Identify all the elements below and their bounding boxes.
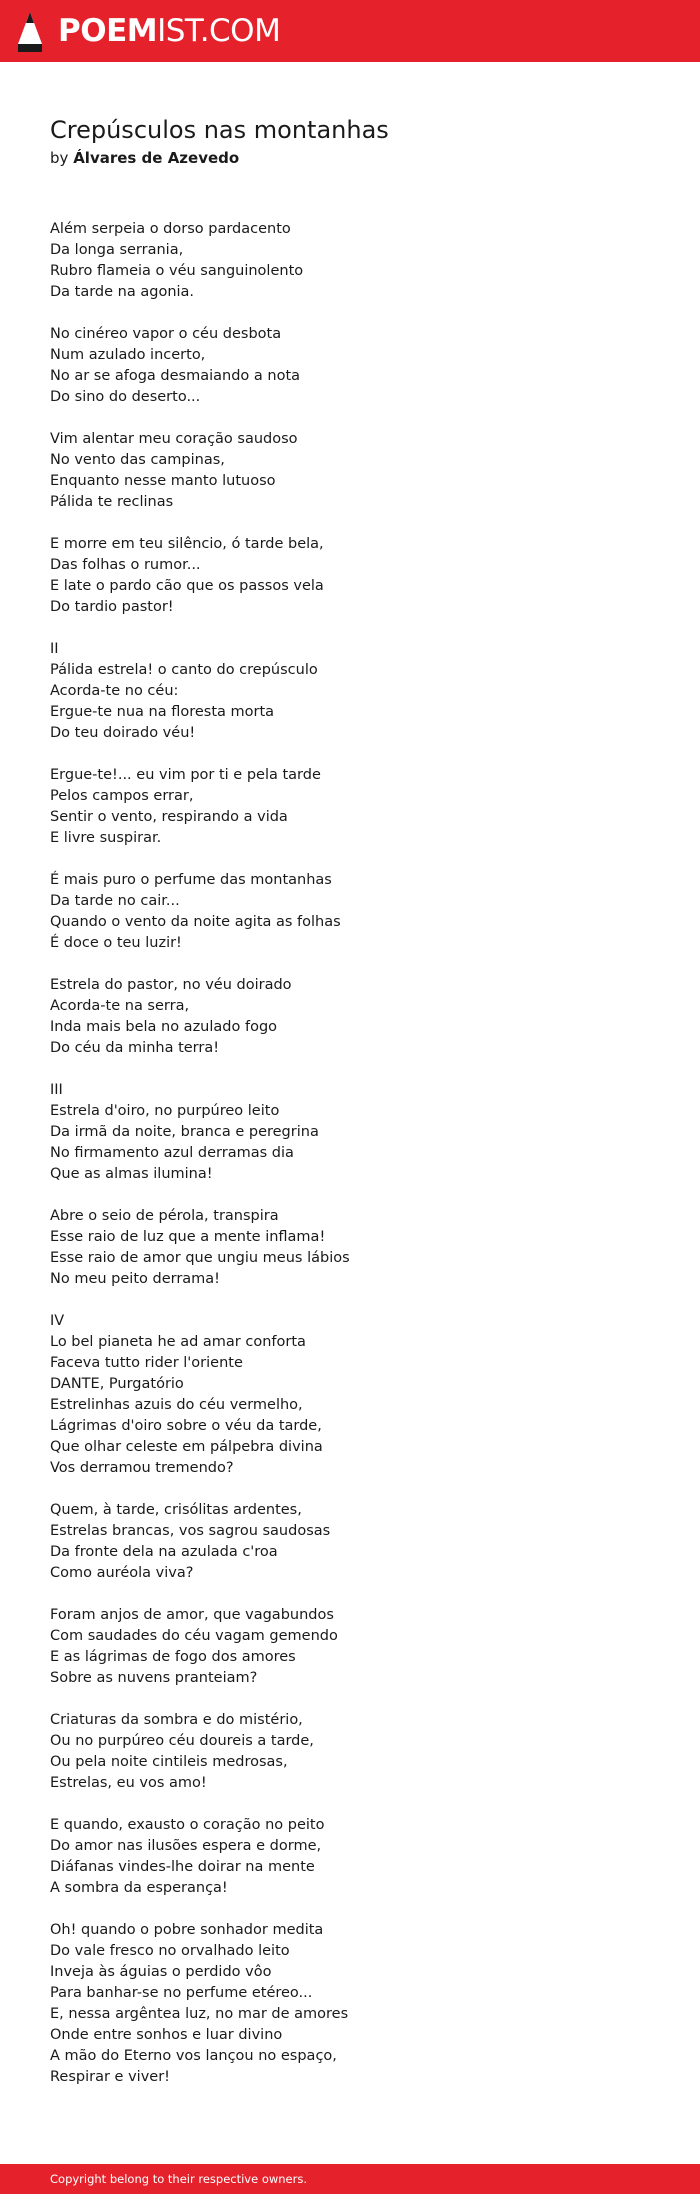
poem-line: Esse raio de luz que a mente inflama!: [50, 1229, 326, 1245]
poem-title: Crepúsculos nas montanhas: [50, 116, 389, 144]
poem-line: Diáfanas vindes-lhe doirar na mente: [50, 1859, 315, 1875]
poem-line: Lágrimas d'oiro sobre o véu da tarde,: [50, 1418, 322, 1434]
poem-line: Oh! quando o pobre sonhador medita: [50, 1922, 324, 1938]
poem-line: No ar se afoga desmaiando a nota: [50, 368, 301, 384]
poem-stanza: [50, 1500, 650, 1584]
poem-line: Rubro flameia o véu sanguinolento: [50, 263, 304, 279]
poem-line: Estrela d'oiro, no purpúreo leito: [50, 1103, 280, 1119]
poem-line: Inda mais bela no azulado fogo: [50, 1019, 278, 1035]
poem-line: No firmamento azul derramas dia: [50, 1145, 294, 1161]
poem-line: E morre em teu silêncio, ó tarde bela,: [50, 536, 324, 552]
poem-line: Do tardio pastor!: [50, 599, 174, 615]
poem-stanza: [50, 219, 650, 303]
poem-line: Estrelinhas azuis do céu vermelho,: [50, 1397, 303, 1413]
poem-stanza: [50, 1080, 650, 1185]
poem-line: Quem, à tarde, crisólitas ardentes,: [50, 1502, 302, 1518]
poem-line: Sentir o vento, respirando a vida: [50, 809, 288, 825]
poem-line: Que as almas ilumina!: [50, 1166, 213, 1182]
poem-body: [50, 219, 650, 2088]
poem-line: No meu peito derrama!: [50, 1271, 220, 1287]
poem-line: Estrelas, eu vos amo!: [50, 1775, 207, 1791]
poem-stanza: [50, 639, 650, 744]
poem-line: A mão do Eterno vos lançou no espaço,: [50, 2048, 337, 2064]
poem-line: Acorda-te no céu:: [50, 683, 179, 699]
poem-stanza: [50, 1920, 650, 2088]
poem-line: Onde entre sonhos e luar divino: [50, 2027, 283, 2043]
poem-stanza: [50, 1710, 650, 1794]
poem-line: Pálida estrela! o canto do crepúsculo: [50, 662, 318, 678]
poem-line: Da tarde no cair...: [50, 893, 180, 909]
poem-stanza: [50, 324, 650, 408]
poem-line: Ergue-te nua na floresta morta: [50, 704, 275, 720]
poem-line: E as lágrimas de fogo dos amores: [50, 1649, 296, 1665]
poem-line: Foram anjos de amor, que vagabundos: [50, 1607, 334, 1623]
poem-line: Ou no purpúreo céu doureis a tarde,: [50, 1733, 314, 1749]
poem-line: Pelos campos errar,: [50, 788, 194, 804]
poem-content: [50, 113, 650, 2109]
pencil-tip-icon: [16, 10, 44, 52]
poem-line: Estrelas brancas, vos sagrou saudosas: [50, 1523, 331, 1539]
poem-line: É mais puro o perfume das montanhas: [50, 872, 332, 888]
poem-line: Do sino do deserto...: [50, 389, 201, 405]
poem-line: Num azulado incerto,: [50, 347, 206, 363]
poem-line: E livre suspirar.: [50, 830, 162, 846]
poem-stanza: [50, 765, 650, 849]
poem-line: No vento das campinas,: [50, 452, 225, 468]
poem-line: Inveja às águias o perdido vôo: [50, 1964, 272, 1980]
poem-line: Lo bel pianeta he ad amar conforta: [50, 1334, 306, 1350]
poem-author: Álvares de Azevedo: [73, 149, 240, 167]
poem-line: É doce o teu luzir!: [50, 935, 182, 951]
poem-line: Da irmã da noite, branca e peregrina: [50, 1124, 319, 1140]
poem-line: E, nessa argêntea luz, no mar de amores: [50, 2006, 349, 2022]
poem-stanza: [50, 534, 650, 618]
poem-stanza: [50, 429, 650, 513]
site-logo-text: [58, 10, 280, 52]
poem-line: Das folhas o rumor...: [50, 557, 201, 573]
poem-line: Criaturas da sombra e do mistério,: [50, 1712, 303, 1728]
poem-line: Respirar e viver!: [50, 2069, 170, 2085]
poem-line: IV: [50, 1313, 65, 1329]
poem-line: Do teu doirado véu!: [50, 725, 196, 741]
poem-line: Para banhar-se no perfume etéreo...: [50, 1985, 313, 2001]
poem-line: Além serpeia o dorso pardacento: [50, 221, 291, 237]
poem-line: Acorda-te na serra,: [50, 998, 190, 1014]
poem-line: Como auréola viva?: [50, 1565, 194, 1581]
poem-line: III: [50, 1082, 63, 1098]
poem-line: Ou pela noite cintileis medrosas,: [50, 1754, 288, 1770]
poem-line: No cinéreo vapor o céu desbota: [50, 326, 282, 342]
site-logo-link[interactable]: [16, 10, 280, 52]
copyright-text: Copyright belong to their respective owners.: [50, 2172, 308, 2186]
poem-line: Da tarde na agonia.: [50, 284, 195, 300]
poem-line: Do céu da minha terra!: [50, 1040, 220, 1056]
poem-stanza: [50, 1815, 650, 1899]
poem-line: Enquanto nesse manto lutuoso: [50, 473, 276, 489]
poem-line: Estrela do pastor, no véu doirado: [50, 977, 292, 993]
poem-line: Do amor nas ilusões espera e dorme,: [50, 1838, 322, 1854]
poem-byline: [50, 147, 650, 169]
site-footer: [0, 2164, 700, 2194]
poem-stanza: [50, 975, 650, 1059]
poem-line: Sobre as nuvens pranteiam?: [50, 1670, 258, 1686]
poem-line: Quando o vento da noite agita as folhas: [50, 914, 341, 930]
poem-line: Com saudades do céu vagam gemendo: [50, 1628, 338, 1644]
poem-line: II: [50, 641, 59, 657]
poem-line: Faceva tutto rider l'oriente: [50, 1355, 243, 1371]
site-header: [0, 0, 700, 62]
poem-line: Do vale fresco no orvalhado leito: [50, 1943, 290, 1959]
logo-bold-part: POEM: [58, 13, 158, 49]
poem-line: Vim alentar meu coração saudoso: [50, 431, 298, 447]
poem-line: Que olhar celeste em pálpebra divina: [50, 1439, 323, 1455]
poem-line: Da fronte dela na azulada c'roa: [50, 1544, 278, 1560]
logo-light-part: IST.COM: [157, 13, 281, 49]
poem-line: Da longa serrania,: [50, 242, 184, 258]
poem-line: Vos derramou tremendo?: [50, 1460, 234, 1476]
by-label: by: [50, 149, 69, 167]
poem-stanza: [50, 1206, 650, 1290]
poem-line: Abre o seio de pérola, transpira: [50, 1208, 279, 1224]
poem-stanza: [50, 1311, 650, 1479]
poem-line: Esse raio de amor que ungiu meus lábios: [50, 1250, 350, 1266]
poem-line: Ergue-te!... eu vim por ti e pela tarde: [50, 767, 321, 783]
poem-line: DANTE, Purgatório: [50, 1376, 184, 1392]
poem-line: E quando, exausto o coração no peito: [50, 1817, 325, 1833]
poem-line: Pálida te reclinas: [50, 494, 174, 510]
poem-stanza: [50, 870, 650, 954]
poem-stanza: [50, 1605, 650, 1689]
poem-line: E late o pardo cão que os passos vela: [50, 578, 324, 594]
poem-line: A sombra da esperança!: [50, 1880, 228, 1896]
